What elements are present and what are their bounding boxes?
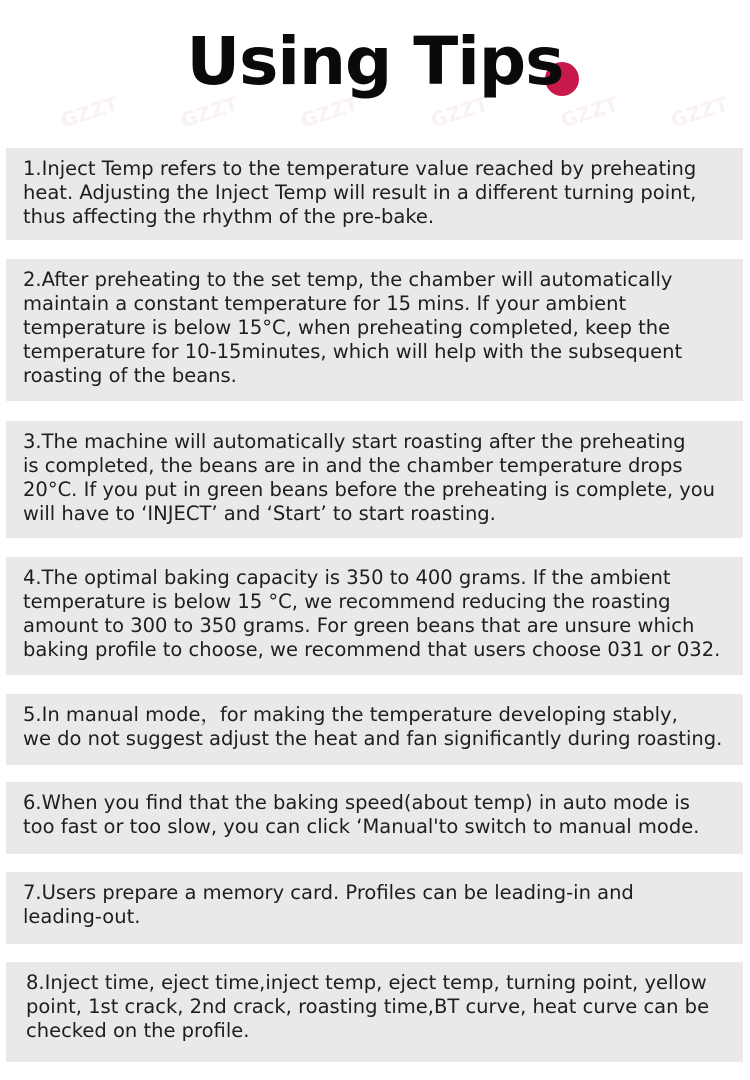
title-block	[0, 22, 750, 102]
watermark: GZZT	[177, 91, 242, 133]
tip-text: 1.Inject Temp refers to the temperature value reached by preheating heat. Adjusting the Inject Temp will result in a different turning point, thus affecting the rhythm of the pre-bake.	[23, 157, 697, 228]
watermark: GZZT	[667, 91, 732, 133]
watermark: GZZT	[557, 91, 622, 133]
tip-card	[6, 962, 743, 1062]
tip-text: 4.The optimal baking capacity is 350 to 400 grams. If the ambient temperature is below 15 °C, we recommend reducing the roasting amount to 300 to 350 grams. For green beans that are unsure which baking profile to choose, we recommend that users choose 031 or 032.	[23, 566, 721, 661]
tip-text: 3.The machine will automatically start roasting after the preheating is completed, the beans are in and the chamber temperature drops 20°C. If you put in green beans before the preheating is complete, you will have to ‘INJECT’ and ‘Start’ to start roasting.	[23, 430, 716, 525]
watermark: GZZT	[297, 91, 362, 133]
tip-text: 6.When you find that the baking speed(about temp) in auto mode is too fast or too slow, you can click ‘Manual'to switch to manual mode.	[23, 791, 700, 838]
tip-text: 8.Inject time, eject time,inject temp, eject temp, turning point, yellow point, 1st crack, 2nd crack, roasting time,BT curve, heat curve can be checked on the profile.	[26, 971, 710, 1042]
watermark: GZZT	[427, 91, 492, 133]
tip-card	[6, 694, 743, 765]
tip-card	[6, 421, 743, 538]
tip-text: 7.Users prepare a memory card. Profiles can be leading-in and leading-out.	[23, 881, 634, 928]
tip-card	[6, 259, 743, 401]
tip-card	[6, 872, 743, 944]
tip-card	[6, 148, 743, 240]
page-title: Using Tips	[186, 23, 564, 100]
tip-card	[6, 782, 743, 854]
tip-text: 2.After preheating to the set temp, the chamber will automatically maintain a constant temperature for 15 mins. If your ambient temperature is below 15°C, when preheating completed, keep the temperature for 10-15minutes, which will help with the subsequent roasting of the beans.	[23, 268, 683, 387]
tip-text: 5.In manual mode，for making the temperature developing stably, we do not suggest adjust the heat and fan significantly during roasting.	[23, 703, 723, 750]
tip-card	[6, 557, 743, 675]
watermark: GZZT	[57, 91, 122, 133]
